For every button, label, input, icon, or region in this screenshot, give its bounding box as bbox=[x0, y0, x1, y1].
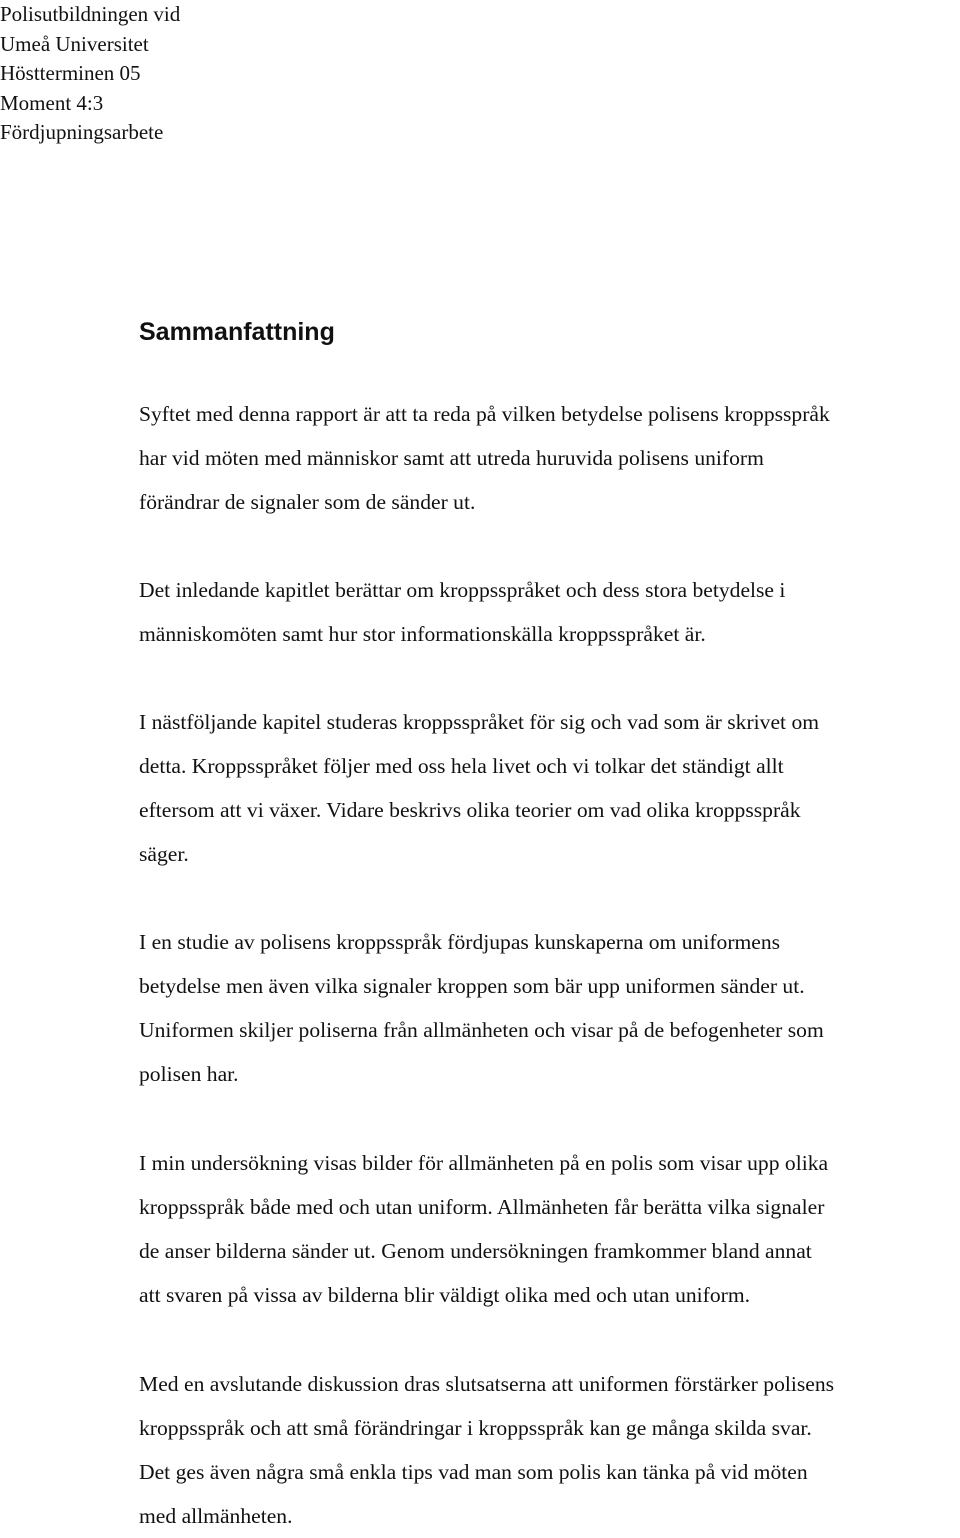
paragraph-line: att svaren på vissa av bilderna blir väldigt olika med och utan uniform. bbox=[139, 1283, 751, 1307]
paragraph-survey bbox=[139, 1141, 960, 1317]
paragraph-conclusion bbox=[139, 1362, 960, 1538]
paragraph-line: Syftet med denna rapport är att ta reda på vilken betydelse polisens kroppsspråk bbox=[139, 402, 830, 426]
section-heading: Sammanfattning bbox=[139, 318, 335, 346]
header-line-institution: Polisutbildningen vid bbox=[0, 2, 181, 26]
paragraph-study bbox=[139, 920, 960, 1096]
paragraph-line: I en studie av polisens kroppsspråk fördjupas kunskaperna om uniformens bbox=[139, 930, 781, 954]
paragraph-line: Med en avslutande diskussion dras slutsatserna att uniformen förstärker polisens bbox=[139, 1372, 835, 1396]
paragraph-line: har vid möten med människor samt att utreda huruvida polisens uniform bbox=[139, 446, 764, 470]
header-line-term: Höstterminen 05 bbox=[0, 61, 141, 85]
paragraph-line: Uniformen skiljer poliserna från allmänheten och visar på de befogenheter som bbox=[139, 1018, 824, 1042]
header-line-module: Moment 4:3 bbox=[0, 90, 104, 115]
paragraph-line: I nästföljande kapitel studeras kroppsspråket för sig och vad som är skrivet om bbox=[139, 710, 820, 734]
document-header bbox=[0, 0, 180, 148]
paragraph-line: I min undersökning visas bilder för allmänheten på en polis som visar upp olika bbox=[139, 1151, 829, 1175]
paragraph-line: polisen har. bbox=[139, 1062, 239, 1086]
paragraph-line: människomöten samt hur stor informationskälla kroppsspråket är. bbox=[139, 622, 706, 646]
header-line-university: Umeå Universitet bbox=[0, 31, 149, 56]
paragraph-line: kroppsspråk och att små förändringar i kroppsspråk kan ge många skilda svar. bbox=[139, 1416, 812, 1440]
header-line-assignment: Fördjupningsarbete bbox=[0, 120, 164, 144]
paragraph-line: säger. bbox=[139, 842, 189, 866]
paragraph-line: kroppsspråk både med och utan uniform. Allmänheten får berätta vilka signaler bbox=[139, 1195, 825, 1219]
paragraph-line: Det ges även några små enkla tips vad man som polis kan tänka på vid möten bbox=[139, 1460, 808, 1484]
paragraph-line: Det inledande kapitlet berättar om kroppsspråket och dess stora betydelse i bbox=[139, 578, 786, 602]
paragraph-line: betydelse men även vilka signaler kroppen som bär upp uniformen sänder ut. bbox=[139, 974, 805, 998]
paragraph-line: detta. Kroppsspråket följer med oss hela livet och vi tolkar det ständigt allt bbox=[139, 754, 784, 778]
paragraph-line: eftersom att vi växer. Vidare beskrivs olika teorier om vad olika kroppsspråk bbox=[139, 798, 801, 822]
paragraph-line: förändrar de signaler som de sänder ut. bbox=[139, 490, 476, 514]
paragraph-purpose bbox=[139, 392, 960, 524]
paragraph-body-language bbox=[139, 700, 960, 876]
paragraph-introduction bbox=[139, 568, 960, 656]
paragraph-line: med allmänheten. bbox=[139, 1504, 293, 1528]
paragraph-line: de anser bilderna sänder ut. Genom undersökningen framkommer bland annat bbox=[139, 1239, 812, 1263]
